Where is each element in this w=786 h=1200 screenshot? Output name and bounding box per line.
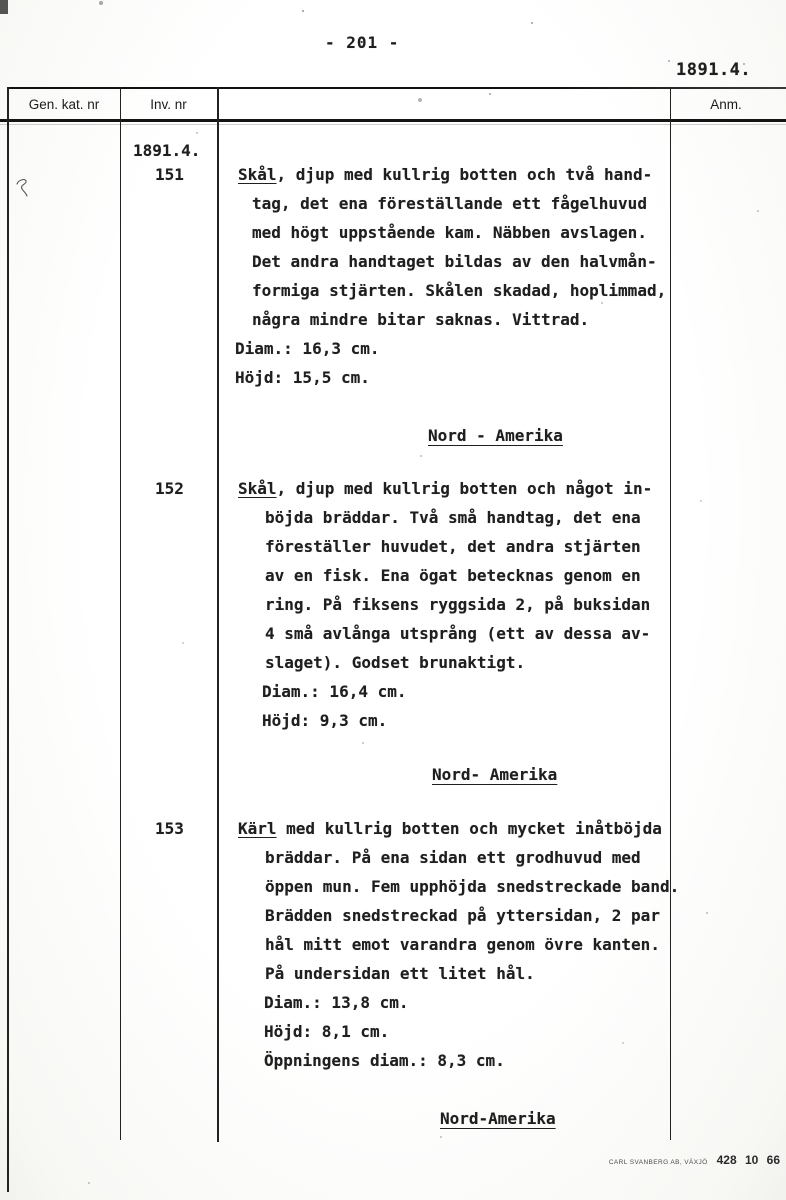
entry-151-height: Höjd: 15,5 cm.	[235, 368, 370, 387]
entry-153-line-4: Brädden snedstreckad på yttersidan, 2 par	[265, 906, 660, 925]
entry-151-object-term: Skål	[238, 165, 277, 184]
column-header-inv-nr: Inv. nr	[150, 97, 187, 112]
entry-153-line-1-rest: med kullrig botten och mycket inåtböjda	[276, 819, 662, 838]
entry-153-line-1	[238, 814, 683, 843]
collection-reference-top: 1891.4.	[676, 60, 752, 80]
column-header-anm: Anm.	[710, 97, 742, 112]
inventory-number-151: 151	[155, 165, 184, 184]
catalog-entry-152	[238, 474, 683, 735]
column-header-gen-kat-nr: Gen. kat. nr	[28, 97, 100, 112]
entry-152-line-2: böjda bräddar. Två små handtag, det ena	[265, 508, 641, 527]
entry-151-line-6: några mindre bitar saknas. Vittrad.	[252, 310, 590, 329]
entry-151-origin: Nord - Amerika	[428, 426, 563, 445]
inventory-number-152: 152	[155, 479, 184, 498]
entry-153-height: Höjd: 8,1 cm.	[264, 1022, 390, 1041]
entry-151-line-2: tag, det ena föreställande ett fågelhuvud	[252, 194, 647, 213]
entry-153-opening-diameter: Öppningens diam.: 8,3 cm.	[264, 1051, 505, 1070]
entry-152-line-6: 4 små avlånga utsprång (ett av dessa av-	[265, 624, 651, 643]
handwritten-check-mark	[14, 176, 38, 204]
entry-152-line-5: ring. På fiksens ryggsida 2, på buksidan	[265, 595, 651, 614]
entry-151-line-1-rest: , djup med kullrig botten och två hand-	[276, 165, 653, 184]
entry-153-origin: Nord-Amerika	[440, 1109, 556, 1128]
entry-151-line-3: med högt uppstående kam. Näbben avslagen.	[252, 223, 647, 242]
entry-153-line-5: hål mitt emot varandra genom övre kanten.	[265, 935, 660, 954]
catalog-entry-153	[238, 814, 683, 1075]
entry-152-object-term: Skål	[238, 479, 277, 498]
entry-153-object-term: Kärl	[238, 819, 277, 838]
entry-152-line-3: föreställer huvudet, det andra stjärten	[265, 537, 641, 556]
entry-152-diameter: Diam.: 16,4 cm.	[262, 682, 407, 701]
catalog-entry-151	[235, 160, 683, 392]
table-header-bottom-rule	[0, 119, 786, 122]
table-divider-genkat-inv	[120, 87, 121, 1140]
printer-footer	[400, 1153, 780, 1167]
entry-151-line-5: formiga stjärten. Skålen skadad, hoplimmad,	[252, 281, 667, 300]
entry-152-height: Höjd: 9,3 cm.	[262, 711, 388, 730]
printer-name: CARL SVANBERG AB, VÄXJÖ	[608, 1159, 708, 1166]
scan-noise-specks	[0, 0, 2, 2]
entry-152-line-7: slaget). Godset brunaktigt.	[265, 653, 526, 672]
printer-code: 428 10 66	[716, 1153, 780, 1167]
entry-152-line-1	[238, 474, 683, 503]
inventory-group-label: 1891.4.	[133, 141, 201, 160]
entry-151-diameter: Diam.: 16,3 cm.	[235, 339, 380, 358]
entry-153-line-2: bräddar. På ena sidan ett grodhuvud med	[265, 848, 641, 867]
entry-151-line-4: Det andra handtaget bildas av den halvmån-	[252, 252, 657, 271]
table-header-bottom-rule-echo	[0, 124, 786, 125]
entry-152-origin: Nord- Amerika	[432, 765, 558, 784]
entry-152-line-1-rest: , djup med kullrig botten och något in-	[276, 479, 653, 498]
inventory-number-153: 153	[155, 819, 184, 838]
entry-153-line-6: På undersidan ett litet hål.	[265, 964, 535, 983]
entry-153-diameter: Diam.: 13,8 cm.	[264, 993, 409, 1012]
table-left-border	[7, 87, 9, 1192]
entry-151-line-1	[238, 160, 683, 189]
entry-153-line-3: öppen mun. Fem upphöjda snedstreckade band.	[265, 877, 680, 896]
scan-edge-mark	[0, 0, 8, 14]
page-number: - 201 -	[325, 33, 400, 52]
table-divider-inv-description	[217, 87, 219, 1142]
entry-152-line-4: av en fisk. Ena ögat betecknas genom en	[265, 566, 641, 585]
